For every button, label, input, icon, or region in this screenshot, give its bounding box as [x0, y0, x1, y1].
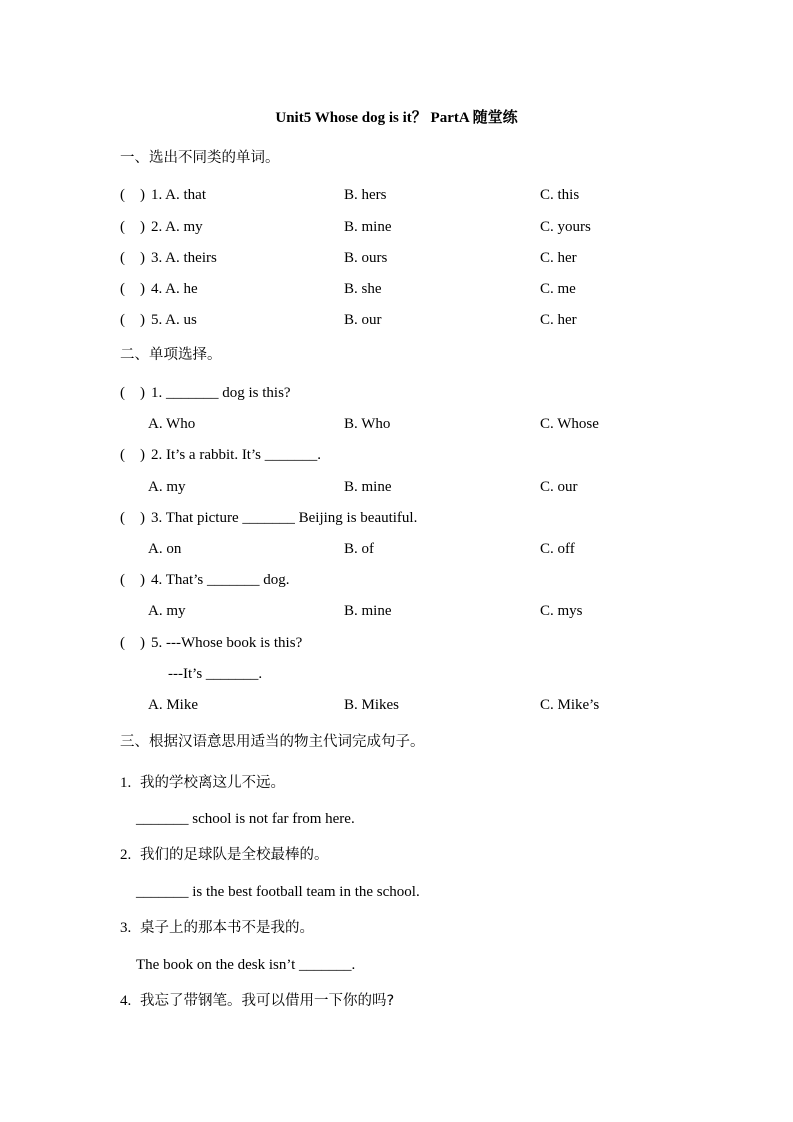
- option-b: B. Mikes: [344, 697, 400, 713]
- question-stem: 1. _______ dog is this?: [151, 385, 291, 401]
- english-sentence[interactable]: _______ school is not far from here.: [136, 811, 355, 827]
- option-a: A. Mike: [148, 697, 198, 713]
- english-sentence[interactable]: _______ is the best football team in the school.: [136, 884, 420, 900]
- question-stem: 5. A. us: [151, 312, 197, 328]
- answer-blank[interactable]: ( ): [120, 447, 145, 463]
- option-b: B. Who: [344, 416, 391, 432]
- section1-heading: 一、选出不同类的单词。: [120, 150, 280, 166]
- chinese-prompt: 我们的足球队是全校最棒的。: [140, 847, 329, 863]
- option-b: B. mine: [344, 603, 392, 619]
- option-a: A. Who: [148, 416, 196, 432]
- item-number: 1.: [120, 775, 132, 791]
- option-c: C. yours: [540, 219, 591, 235]
- english-sentence[interactable]: The book on the desk isn’t _______.: [136, 957, 356, 973]
- option-c: C. her: [540, 250, 577, 266]
- option-a: A. on: [148, 541, 182, 557]
- question-stem: 1. A. that: [151, 187, 206, 203]
- item-number: 4.: [120, 993, 132, 1009]
- question-stem: 4. A. he: [151, 281, 198, 297]
- option-c: C. mys: [540, 603, 583, 619]
- answer-blank[interactable]: ( ): [120, 250, 145, 266]
- answer-blank[interactable]: ( ): [120, 385, 145, 401]
- question-stem: 3. That picture _______ Beijing is beautiful.: [151, 510, 418, 526]
- option-c: C. this: [540, 187, 580, 203]
- option-c: C. our: [540, 479, 578, 495]
- section2-heading: 二、单项选择。: [120, 347, 222, 363]
- answer-blank[interactable]: ( ): [120, 219, 145, 235]
- question-stem: 2. A. my: [151, 219, 203, 235]
- option-b: B. mine: [344, 219, 392, 235]
- chinese-prompt: 我忘了带钢笔。我可以借用一下你的吗?: [140, 993, 395, 1009]
- question-stem: 3. A. theirs: [151, 250, 217, 266]
- section3-heading: 三、根据汉语意思用适当的物主代词完成句子。: [120, 734, 425, 750]
- item-number: 3.: [120, 920, 132, 936]
- question-stem: 4. That’s _______ dog.: [151, 572, 290, 588]
- option-b: B. hers: [344, 187, 387, 203]
- option-c: C. Whose: [540, 416, 599, 432]
- question-stem: 2. It’s a rabbit. It’s _______.: [151, 447, 321, 463]
- option-c: C. off: [540, 541, 575, 557]
- answer-blank[interactable]: ( ): [120, 187, 145, 203]
- option-b: B. of: [344, 541, 374, 557]
- page-title: Unit5 Whose dog is it？ PartA 随堂练: [275, 110, 518, 126]
- chinese-prompt: 我的学校离这儿不远。: [140, 775, 285, 791]
- question-stem: 5. ---Whose book is this?: [151, 635, 303, 651]
- option-c: C. Mike’s: [540, 697, 600, 713]
- option-b: B. our: [344, 312, 382, 328]
- answer-blank[interactable]: ( ): [120, 510, 145, 526]
- option-a: A. my: [148, 479, 186, 495]
- answer-blank[interactable]: ( ): [120, 281, 145, 297]
- option-b: B. mine: [344, 479, 392, 495]
- option-c: C. her: [540, 312, 577, 328]
- answer-blank[interactable]: ( ): [120, 572, 145, 588]
- option-a: A. my: [148, 603, 186, 619]
- option-b: B. ours: [344, 250, 388, 266]
- question-stem-reply: ---It’s _______.: [168, 666, 263, 682]
- answer-blank[interactable]: ( ): [120, 312, 145, 328]
- item-number: 2.: [120, 847, 132, 863]
- option-c: C. me: [540, 281, 576, 297]
- option-b: B. she: [344, 281, 382, 297]
- chinese-prompt: 桌子上的那本书不是我的。: [140, 920, 314, 936]
- answer-blank[interactable]: ( ): [120, 635, 145, 651]
